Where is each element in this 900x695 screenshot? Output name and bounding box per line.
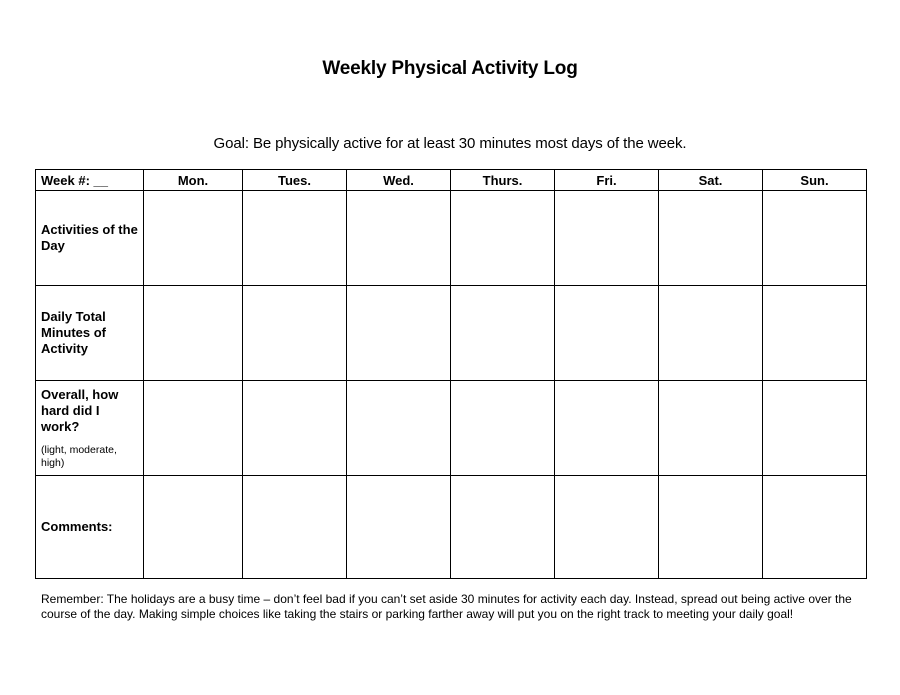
table-row-comments — [36, 476, 867, 579]
entry-cell[interactable] — [555, 191, 659, 286]
day-header-wed: Wed. — [347, 170, 451, 191]
entry-cell[interactable] — [763, 476, 867, 579]
entry-cell[interactable] — [659, 476, 763, 579]
entry-cell[interactable] — [451, 286, 555, 381]
entry-cell[interactable] — [763, 381, 867, 476]
row-label-comments — [36, 476, 144, 579]
activity-log-table — [35, 169, 867, 579]
table-row-daily-total — [36, 286, 867, 381]
entry-cell[interactable] — [555, 476, 659, 579]
row-label-hint: (light, moderate, high) — [41, 443, 117, 469]
entry-cell[interactable] — [144, 381, 243, 476]
entry-cell[interactable] — [763, 286, 867, 381]
row-label-text: Comments: — [41, 519, 113, 534]
entry-cell[interactable] — [243, 476, 347, 579]
entry-cell[interactable] — [347, 191, 451, 286]
week-number-header: Week #: __ — [36, 170, 144, 191]
entry-cell[interactable] — [144, 191, 243, 286]
row-label-text: Activities of the Day — [41, 222, 138, 253]
entry-cell[interactable] — [451, 381, 555, 476]
row-label-daily-total — [36, 286, 144, 381]
day-header-sun: Sun. — [763, 170, 867, 191]
day-header-sat: Sat. — [659, 170, 763, 191]
day-header-mon: Mon. — [144, 170, 243, 191]
row-label-text: Overall, how hard did I work? — [41, 386, 119, 434]
entry-cell[interactable] — [659, 191, 763, 286]
entry-cell[interactable] — [243, 191, 347, 286]
entry-cell[interactable] — [144, 476, 243, 579]
entry-cell[interactable] — [555, 286, 659, 381]
table-row-activities — [36, 191, 867, 286]
day-header-thurs: Thurs. — [451, 170, 555, 191]
entry-cell[interactable] — [243, 286, 347, 381]
entry-cell[interactable] — [347, 286, 451, 381]
entry-cell[interactable] — [243, 381, 347, 476]
table-row-effort — [36, 381, 867, 476]
entry-cell[interactable] — [555, 381, 659, 476]
entry-cell[interactable] — [763, 191, 867, 286]
row-label-effort — [36, 381, 144, 476]
day-header-tues: Tues. — [243, 170, 347, 191]
page-title: Weekly Physical Activity Log — [322, 58, 578, 79]
entry-cell[interactable] — [659, 381, 763, 476]
goal-statement: Goal: Be physically active for at least 30 minutes most days of the week. — [213, 135, 687, 152]
entry-cell[interactable] — [144, 286, 243, 381]
day-header-fri: Fri. — [555, 170, 659, 191]
entry-cell[interactable] — [347, 381, 451, 476]
entry-cell[interactable] — [451, 476, 555, 579]
entry-cell[interactable] — [347, 476, 451, 579]
row-label-text: Daily Total Minutes of Activity — [41, 309, 106, 356]
header-row — [36, 170, 867, 191]
row-label-activities — [36, 191, 144, 286]
reminder-note: Remember: The holidays are a busy time – don’t feel bad if you can’t set aside 30 minutes for activity each day. Instead, spread out being active over the course of the day. Making simple choices like taking the stairs or parking farther away will put you on the right track to meeting your daily goal! — [41, 592, 852, 621]
entry-cell[interactable] — [659, 286, 763, 381]
entry-cell[interactable] — [451, 191, 555, 286]
